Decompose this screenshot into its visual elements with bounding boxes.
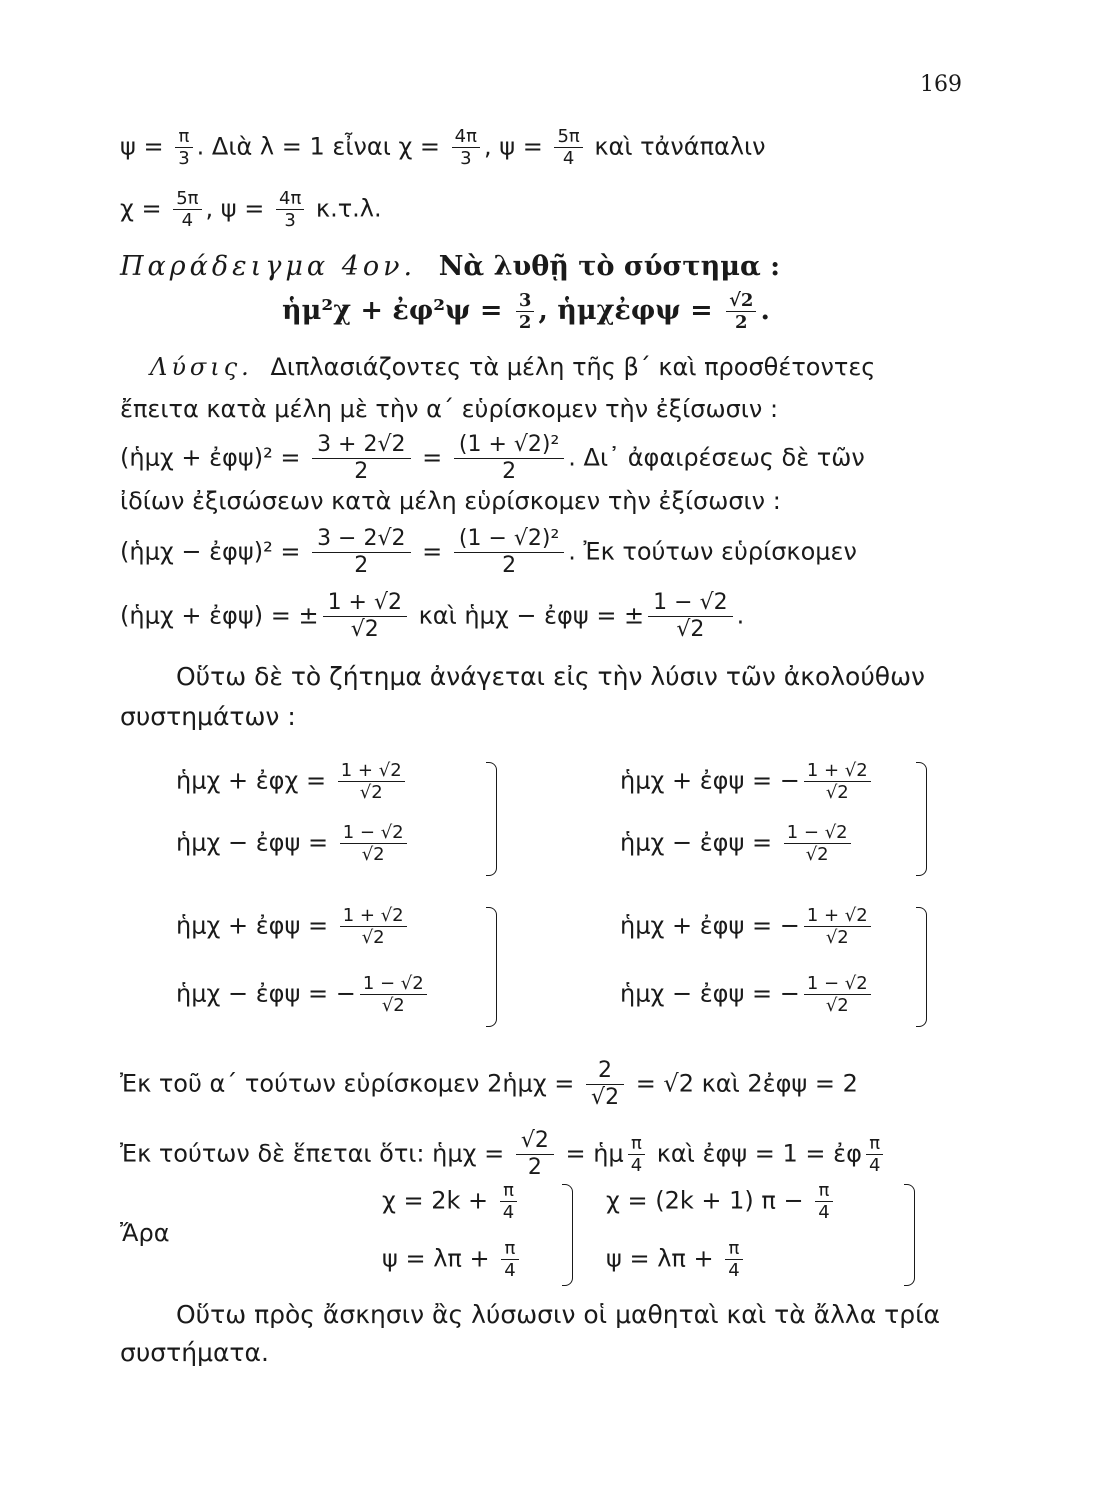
fraction: $\frac{4\pi}{3}$ bbox=[452, 126, 480, 169]
fraction: $\frac{\pi}{4}$ bbox=[866, 1133, 883, 1176]
fraction: $\frac{√2}{2}$ bbox=[726, 290, 756, 333]
right-brace bbox=[486, 762, 497, 876]
from-these-follows: Ἐκ τούτων δὲ ἕπεται ὅτι: ἡμχ = $\frac{√2}{2}$ = ἡμ $\frac{\pi}{4}$ καὶ ἐφψ = 1 = ἐφ $\frac{\pi}{4}$ bbox=[120, 1128, 887, 1181]
paragraph-line-1: Οὕτω δὲ τὸ ζήτημα ἀνάγεται εἰς τὴν λύσιν τῶν ἀκολούθων bbox=[176, 662, 925, 691]
equation-line-text: ἰδίων ἐξισώσεων κατὰ μέλη εὑρίσκομεν τὴν ἐξίσωσιν : bbox=[120, 487, 781, 515]
solution-line-1: Λύσις. Διπλασιάζοντες τὰ μέλη τῆς β΄ καὶ προσθέτοντες bbox=[150, 353, 876, 381]
fraction: $\frac{\pi}{4}$ bbox=[628, 1133, 645, 1176]
fraction: $\frac{3}{2}$ bbox=[516, 290, 535, 333]
fraction: $\frac{3 + 2√2}{2}$ bbox=[312, 432, 410, 485]
fraction: $\frac{1 + √2}{√2}$ bbox=[804, 760, 871, 803]
example-heading: Παράδειγμα 4ον. Νὰ λυθῇ τὸ σύστημα : bbox=[120, 251, 781, 282]
fraction: $\frac{1 - √2}{√2}$ bbox=[340, 822, 407, 865]
fraction: $\frac{\pi}{4}$ bbox=[500, 1180, 517, 1223]
result-system-1: χ = 2k + $\frac{\pi}{4}$ ψ = λπ + $\frac{\pi}{4}$ bbox=[382, 1180, 582, 1290]
system-1: ἡμχ + ἐφχ = $\frac{1 + √2}{√2}$ ἡμχ − ἐφψ = $\frac{1 - √2}{√2}$ bbox=[176, 760, 506, 880]
right-brace bbox=[562, 1184, 573, 1286]
right-brace bbox=[904, 1184, 915, 1286]
fraction: $\frac{1 + √2}{√2}$ bbox=[340, 905, 407, 948]
fraction: $\frac{\pi}{4}$ bbox=[501, 1238, 518, 1281]
system-4: ἡμχ + ἐφψ = − $\frac{1 + √2}{√2}$ ἡμχ − ἐφψ = − $\frac{1 - √2}{√2}$ bbox=[620, 905, 940, 1025]
system-equations: ἡμ²χ + ἐφ²ψ = $\frac{3}{2}$ , ἡμχἐφψ = $\frac{√2}{2}$ . bbox=[282, 290, 770, 333]
fraction: $\frac{1 + √2}{√2}$ bbox=[338, 760, 405, 803]
fraction: $\frac{\pi}{3}$ bbox=[175, 126, 192, 169]
fraction: $\frac{2}{√2}$ bbox=[586, 1058, 624, 1111]
equation-sum-squared: (ἡμχ + ἐφψ)² = $\frac{3 + 2√2}{2}$ = $\frac{\text{(1 + √2)²}}{2}$ . Δι᾽ ἀφαιρέσεως δὲ τῶν bbox=[120, 432, 865, 484]
fraction: $\frac{5\pi}{4}$ bbox=[173, 188, 201, 231]
system-2: ἡμχ + ἐφψ = − $\frac{1 + √2}{√2}$ ἡμχ − ἐφψ = $\frac{1 - √2}{√2}$ bbox=[620, 760, 940, 880]
right-brace bbox=[916, 762, 927, 876]
line-psi-pi-3: ψ = $\frac{\pi}{3}$ . Διὰ λ = 1 εἶναι χ = $\frac{4\pi}{3}$ , ψ = $\frac{5\pi}{4}$ καὶ τἀνάπαλιν bbox=[120, 126, 766, 169]
fraction: $\frac{\pi}{4}$ bbox=[815, 1180, 832, 1223]
right-brace bbox=[916, 907, 927, 1027]
final-line-1: Οὕτω πρὸς ἄσκησιν ἂς λύσωσιν οἱ μαθηταὶ καὶ τὰ ἄλλα τρία bbox=[176, 1300, 941, 1329]
right-brace bbox=[486, 907, 497, 1027]
page-number: 169 bbox=[920, 72, 962, 97]
equation-plus-minus: (ἡμχ + ἐφψ) = ± $\frac{1 + √2}{√2}$ καὶ ἡμχ − ἐφψ = ± $\frac{1 - √2}{√2}$ . bbox=[120, 590, 745, 642]
line-chi-5pi-4: χ = $\frac{5\pi}{4}$ , ψ = $\frac{4\pi}{3}$ κ.τ.λ. bbox=[120, 188, 382, 231]
fraction: $\frac{5\pi}{4}$ bbox=[554, 126, 582, 169]
fraction: $\frac{1 + √2}{√2}$ bbox=[323, 590, 407, 643]
fraction: $\frac{1 - √2}{√2}$ bbox=[360, 973, 427, 1016]
fraction: $\frac{1 - √2}{√2}$ bbox=[784, 822, 851, 865]
equation-diff-squared: (ἡμχ − ἐφψ)² = $\frac{3 - 2√2}{2}$ = $\frac{\text{(1 − √2)²}}{2}$ . Ἐκ τούτων εὑρίσκομεν bbox=[120, 526, 857, 578]
fraction: $\frac{\pi}{4}$ bbox=[725, 1238, 742, 1281]
therefore-label: Ἄρα bbox=[120, 1219, 170, 1247]
paragraph-line-2: συστημάτων : bbox=[120, 702, 296, 731]
result-system-2: χ = (2k + 1) π − $\frac{\pi}{4}$ ψ = λπ + $\frac{\pi}{4}$ bbox=[606, 1180, 916, 1290]
fraction: $\frac{4\pi}{3}$ bbox=[276, 188, 304, 231]
fraction: $\frac{1 + √2}{√2}$ bbox=[804, 905, 871, 948]
final-line-2: συστήματα. bbox=[120, 1338, 269, 1367]
fraction: $\frac{1 - √2}{√2}$ bbox=[804, 973, 871, 1016]
solution-line-2: ἔπειτα κατὰ μέλη μὲ τὴν α΄ εὑρίσκομεν τὴν ἐξίσωσιν : bbox=[120, 395, 779, 423]
fraction: $\frac{1 - √2}{√2}$ bbox=[648, 590, 732, 643]
fraction: $\frac{3 - 2√2}{2}$ bbox=[312, 526, 410, 579]
fraction: $\frac{√2}{2}$ bbox=[516, 1128, 554, 1181]
fraction: $\frac{\text{(1 − √2)²}}{2}$ bbox=[454, 526, 564, 579]
system-3: ἡμχ + ἐφψ = $\frac{1 + √2}{√2}$ ἡμχ − ἐφψ = − $\frac{1 - √2}{√2}$ bbox=[176, 905, 506, 1025]
fraction: $\frac{\text{(1 + √2)²}}{2}$ bbox=[454, 432, 564, 485]
from-first-system: Ἐκ τοῦ α΄ τούτων εὑρίσκομεν 2ἡμχ = $\frac{2}{√2}$ = √2 καὶ 2ἐφψ = 2 bbox=[120, 1058, 858, 1110]
